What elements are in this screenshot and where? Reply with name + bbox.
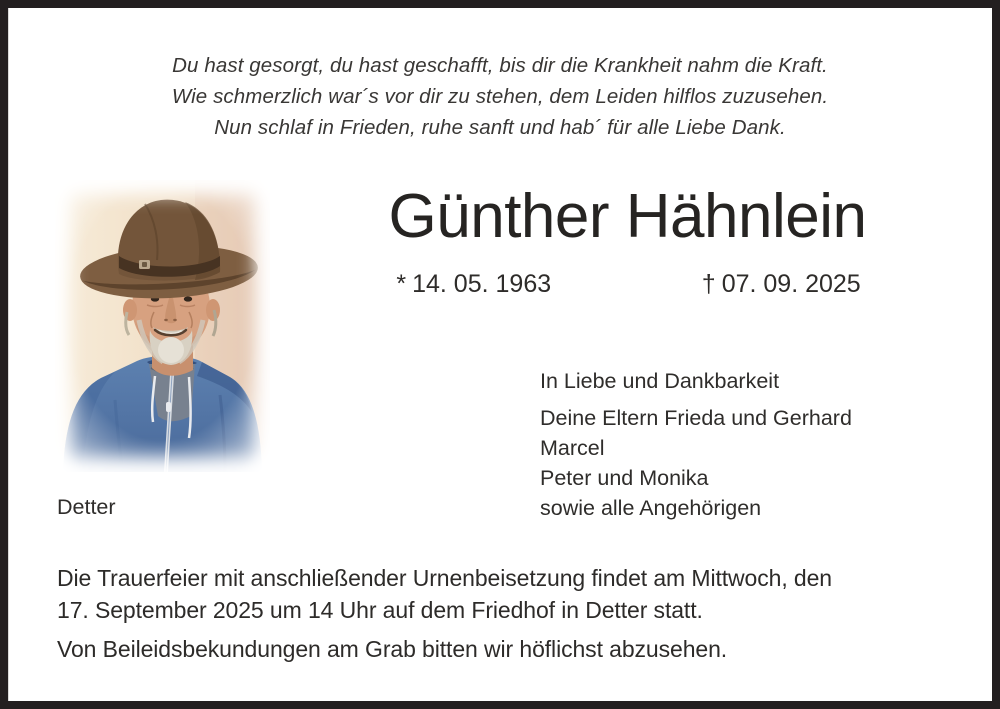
birth-date: 14. 05. 1963 [412, 270, 552, 298]
death-cross-symbol: † [701, 270, 716, 298]
death-date-group [628, 270, 936, 299]
life-dates [320, 270, 935, 299]
condolence-block [540, 366, 852, 523]
family-line: Deine Eltern Frieda und Gerhard [540, 406, 852, 430]
born-symbol: * [396, 270, 407, 298]
farewell-note: Von Beileidsbekundungen am Grab bitten wir höflichst abzusehen. [57, 636, 728, 662]
family-line: sowie alle Angehörigen [540, 496, 762, 520]
residence-label: Detter [57, 495, 116, 519]
funeral-info [57, 562, 832, 665]
verse-line: Wie schmerzlich war´s vor dir zu stehen, dem Leiden hilflos zuzusehen. [171, 85, 829, 108]
condolence-intro: In Liebe und Dankbarkeit [540, 369, 780, 393]
verse-line: Du hast gesorgt, du hast geschafft, bis dir die Krankheit nahm die Kraft. [172, 54, 828, 77]
deceased-name: Günther Hähnlein [388, 182, 867, 251]
funeral-line: 17. September 2025 um 14 Uhr auf dem Friedhof in Detter statt. [57, 597, 703, 623]
portrait-photo [55, 180, 270, 472]
family-line: Peter und Monika [540, 466, 709, 490]
death-date: 07. 09. 2025 [721, 270, 861, 298]
family-line: Marcel [540, 436, 605, 460]
verse-line: Nun schlaf in Frieden, ruhe sanft und hab´ für alle Liebe Dank. [214, 116, 786, 139]
memorial-verse [8, 50, 992, 143]
funeral-line: Die Trauerfeier mit anschließender Urnenbeisetzung findet am Mittwoch, den [57, 565, 832, 591]
birth-date-group [320, 270, 628, 299]
portrait-illustration [55, 180, 270, 472]
